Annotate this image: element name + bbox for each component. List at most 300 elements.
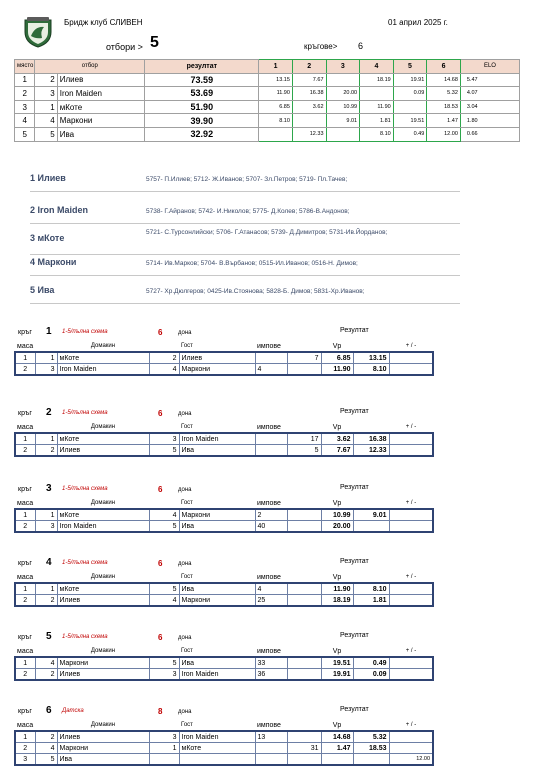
team-name: Iron Maiden <box>57 87 145 101</box>
home-vp: 3.62 <box>321 433 353 445</box>
guest-number: 4 <box>149 595 179 607</box>
table-number: 1 <box>15 731 35 743</box>
home-number: 2 <box>35 445 57 457</box>
home-vp: 1.47 <box>321 743 353 754</box>
home-team: мКоте <box>57 352 149 364</box>
standings-row <box>15 127 520 141</box>
round-word: кръг <box>18 560 32 567</box>
table-number: 2 <box>15 364 35 376</box>
col-round-3: 3 <box>326 60 360 74</box>
round-score: 20.00 <box>326 87 360 101</box>
result-label: Резултат <box>340 632 369 639</box>
col-table: маса <box>15 498 35 509</box>
elo-value: 3.04 <box>460 100 519 114</box>
round-score <box>259 127 293 141</box>
round-score: 12.33 <box>292 127 326 141</box>
guest-number: 2 <box>149 352 179 364</box>
col-round-1: 1 <box>259 60 293 74</box>
round-word: кръг <box>18 708 32 715</box>
home-vp: 7.67 <box>321 445 353 457</box>
round-number: 3 <box>46 483 52 494</box>
boards-count: 6 <box>158 409 163 418</box>
guest-team: Маркони <box>179 595 255 607</box>
round-table <box>14 720 434 766</box>
home-imps: 40 <box>255 521 287 533</box>
player-list-row <box>30 226 460 255</box>
guest-team <box>179 754 255 766</box>
player-team-name: 1 Илиев <box>30 173 66 183</box>
match-row <box>15 509 433 521</box>
round-score: 19.91 <box>393 73 427 87</box>
guest-team: мКоте <box>179 743 255 754</box>
round-number: 6 <box>46 705 52 716</box>
guest-number: 5 <box>149 657 179 669</box>
home-number: 3 <box>35 521 57 533</box>
guest-imps <box>287 509 321 521</box>
guest-number: 3 <box>149 731 179 743</box>
home-vp: 6.85 <box>321 352 353 364</box>
match-row <box>15 583 433 595</box>
table-number: 2 <box>15 595 35 607</box>
round-score: 11.90 <box>259 87 293 101</box>
team-name: Маркони <box>57 114 145 128</box>
boards-count: 6 <box>158 328 163 337</box>
round-number: 1 <box>46 326 52 337</box>
guest-vp: 8.10 <box>353 364 389 376</box>
round-table <box>14 341 434 376</box>
team-name: Ива <box>57 127 145 141</box>
round-score: 13.15 <box>259 73 293 87</box>
home-imps <box>255 743 287 754</box>
table-number: 3 <box>15 754 35 766</box>
table-number: 2 <box>15 521 35 533</box>
place: 4 <box>15 114 35 128</box>
result-label: Резултат <box>340 558 369 565</box>
round-score: 19.51 <box>393 114 427 128</box>
guest-vp: 1.81 <box>353 595 389 607</box>
player-team-name: 2 Iron Maiden <box>30 205 89 215</box>
round-table-header <box>15 646 433 657</box>
col-imps: импове <box>255 646 321 657</box>
standings-table <box>14 59 520 142</box>
round-score: 5.32 <box>427 87 461 101</box>
home-imps: 4 <box>255 364 287 376</box>
guest-team: Ива <box>179 521 255 533</box>
table-number: 1 <box>15 352 35 364</box>
col-vp: Vp <box>321 498 353 509</box>
plus-minus <box>389 657 433 669</box>
boards-word: дона <box>178 487 192 493</box>
match-row <box>15 754 433 766</box>
guest-vp: 0.09 <box>353 669 389 681</box>
player-team-name: 5 Ива <box>30 285 55 295</box>
guest-number: 4 <box>149 509 179 521</box>
home-number: 2 <box>35 595 57 607</box>
home-number: 1 <box>35 583 57 595</box>
plus-minus <box>389 352 433 364</box>
round-score: 18.19 <box>360 73 394 87</box>
col-round-6: 6 <box>427 60 461 74</box>
col-vp: Vp <box>321 572 353 583</box>
col-result: резултат <box>145 60 259 74</box>
round-mode: 1-5/пълна схема <box>62 560 108 566</box>
teams-label: отбори > <box>106 42 143 52</box>
plus-minus: 12.00 <box>389 754 433 766</box>
boards-word: дона <box>178 561 192 567</box>
match-row <box>15 657 433 669</box>
home-team: Iron Maiden <box>57 364 149 376</box>
home-vp: 11.90 <box>321 583 353 595</box>
table-number: 1 <box>15 583 35 595</box>
guest-vp: 12.33 <box>353 445 389 457</box>
round-score: 1.81 <box>360 114 394 128</box>
guest-vp: 8.10 <box>353 583 389 595</box>
home-team: Ива <box>57 754 149 766</box>
round-table-header <box>15 572 433 583</box>
home-imps: 33 <box>255 657 287 669</box>
team-number: 4 <box>35 114 57 128</box>
elo-value: 1.80 <box>460 114 519 128</box>
guest-imps <box>287 754 321 766</box>
round-score: 3.62 <box>292 100 326 114</box>
col-imps: импове <box>255 422 321 433</box>
match-row <box>15 364 433 376</box>
club-logo-icon <box>22 16 54 48</box>
boards-count: 6 <box>158 559 163 568</box>
home-imps: 36 <box>255 669 287 681</box>
guest-vp: 16.38 <box>353 433 389 445</box>
home-team: Маркони <box>57 657 149 669</box>
team-name: Илиев <box>57 73 145 87</box>
plus-minus <box>389 433 433 445</box>
match-row <box>15 352 433 364</box>
col-plusminus: + / - <box>389 646 433 657</box>
col-place: място <box>15 60 35 74</box>
col-vp: Vp <box>321 422 353 433</box>
table-number: 1 <box>15 433 35 445</box>
home-vp: 19.91 <box>321 669 353 681</box>
col-table: маса <box>15 720 35 731</box>
club-name: Бридж клуб СЛИВЕН <box>64 18 143 27</box>
plus-minus <box>389 521 433 533</box>
guest-number: 5 <box>149 445 179 457</box>
elo-value: 4.07 <box>460 87 519 101</box>
home-imps <box>255 433 287 445</box>
round-score: 9.01 <box>326 114 360 128</box>
home-number: 1 <box>35 433 57 445</box>
guest-imps: 5 <box>287 445 321 457</box>
guest-vp <box>353 754 389 766</box>
home-team: Илиев <box>57 445 149 457</box>
total-result: 32.92 <box>145 127 259 141</box>
plus-minus <box>389 731 433 743</box>
player-list-row <box>30 252 460 276</box>
guest-number: 1 <box>149 743 179 754</box>
guest-team: Ива <box>179 657 255 669</box>
round-header <box>18 327 438 341</box>
col-round-5: 5 <box>393 60 427 74</box>
total-result: 51.90 <box>145 100 259 114</box>
player-names: 5757- П.Илиев; 5712- Ж.Иванов; 5707- Зл.Петров; 5719- Пл.Тачев; <box>146 176 348 183</box>
col-home: Домакин <box>57 422 149 433</box>
home-number: 1 <box>35 509 57 521</box>
boards-count: 6 <box>158 485 163 494</box>
round-score: 8.10 <box>360 127 394 141</box>
col-guest: Гост <box>179 720 255 731</box>
round-header <box>18 632 438 646</box>
total-result: 53.69 <box>145 87 259 101</box>
round-mode: 1-5/пълна схема <box>62 486 108 492</box>
home-team: Маркони <box>57 743 149 754</box>
guest-imps: 17 <box>287 433 321 445</box>
guest-vp <box>353 521 389 533</box>
standings-row <box>15 100 520 114</box>
col-plusminus: + / - <box>389 498 433 509</box>
home-vp: 14.68 <box>321 731 353 743</box>
col-table: маса <box>15 572 35 583</box>
plus-minus <box>389 364 433 376</box>
plus-minus <box>389 445 433 457</box>
team-number: 2 <box>35 73 57 87</box>
player-names: 5727- Хр.Дюлгеров; 0425-Ив.Стоянова; 5828-Б. Димов; 5831-Хр.Иванов; <box>146 288 365 295</box>
round-word: кръг <box>18 486 32 493</box>
guest-imps <box>287 521 321 533</box>
col-home: Домакин <box>57 646 149 657</box>
col-guest: Гост <box>179 341 255 352</box>
guest-vp: 9.01 <box>353 509 389 521</box>
table-number: 2 <box>15 445 35 457</box>
col-vp: Vp <box>321 646 353 657</box>
home-number: 2 <box>35 731 57 743</box>
round-score: 11.90 <box>360 100 394 114</box>
round-score: 10.99 <box>326 100 360 114</box>
col-vp: Vp <box>321 720 353 731</box>
standings-row <box>15 114 520 128</box>
guest-imps <box>287 669 321 681</box>
team-number: 1 <box>35 100 57 114</box>
home-imps: 25 <box>255 595 287 607</box>
home-number: 1 <box>35 352 57 364</box>
home-team: Iron Maiden <box>57 521 149 533</box>
plus-minus <box>389 595 433 607</box>
round-number: 2 <box>46 407 52 418</box>
player-team-name: 3 мКоте <box>30 233 65 243</box>
round-score: 0.09 <box>393 87 427 101</box>
round-score <box>360 87 394 101</box>
home-imps <box>255 352 287 364</box>
guest-team: Ива <box>179 445 255 457</box>
team-number: 5 <box>35 127 57 141</box>
match-row <box>15 743 433 754</box>
guest-vp: 18.53 <box>353 743 389 754</box>
round-score: 12.00 <box>427 127 461 141</box>
round-table-header <box>15 720 433 731</box>
plus-minus <box>389 669 433 681</box>
col-guest: Гост <box>179 646 255 657</box>
guest-team: Маркони <box>179 364 255 376</box>
round-table <box>14 422 434 457</box>
rounds-label: кръгове> <box>304 42 338 51</box>
player-list-row <box>30 200 460 224</box>
round-score <box>393 100 427 114</box>
guest-number <box>149 754 179 766</box>
place: 3 <box>15 100 35 114</box>
col-round-2: 2 <box>292 60 326 74</box>
guest-team: Ива <box>179 583 255 595</box>
result-label: Резултат <box>340 706 369 713</box>
total-result: 73.59 <box>145 73 259 87</box>
home-vp <box>321 754 353 766</box>
col-home: Домакин <box>57 720 149 731</box>
col-table: маса <box>15 422 35 433</box>
home-team: мКоте <box>57 509 149 521</box>
home-imps <box>255 445 287 457</box>
standings-row <box>15 73 520 87</box>
plus-minus <box>389 583 433 595</box>
match-row <box>15 731 433 743</box>
table-number: 1 <box>15 657 35 669</box>
home-imps: 13 <box>255 731 287 743</box>
round-mode: 1-5/пълна схема <box>62 634 108 640</box>
rounds-count: 6 <box>358 41 364 51</box>
round-score: 14.68 <box>427 73 461 87</box>
round-score: 18.53 <box>427 100 461 114</box>
guest-vp: 13.15 <box>353 352 389 364</box>
elo-value: 0.66 <box>460 127 519 141</box>
player-list-row <box>30 168 460 192</box>
guest-vp: 0.49 <box>353 657 389 669</box>
player-names: 5714- Ив.Марков; 5704- В.Върбанов; 0515-Ил.Иванов; 0516-Н. Димов; <box>146 260 358 267</box>
guest-team: Iron Maiden <box>179 731 255 743</box>
col-table: маса <box>15 646 35 657</box>
guest-imps <box>287 364 321 376</box>
home-imps: 2 <box>255 509 287 521</box>
team-number: 3 <box>35 87 57 101</box>
round-mode: 1-5/пълна схема <box>62 410 108 416</box>
round-number: 4 <box>46 557 52 568</box>
guest-number: 3 <box>149 669 179 681</box>
round-header <box>18 408 438 422</box>
table-number: 2 <box>15 743 35 754</box>
col-home: Домакин <box>57 572 149 583</box>
boards-count: 8 <box>158 707 163 716</box>
guest-team: Маркони <box>179 509 255 521</box>
guest-imps <box>287 657 321 669</box>
col-imps: импове <box>255 572 321 583</box>
round-table <box>14 646 434 681</box>
boards-count: 6 <box>158 633 163 642</box>
round-score: 16.38 <box>292 87 326 101</box>
home-vp: 19.51 <box>321 657 353 669</box>
round-table-header <box>15 422 433 433</box>
round-header <box>18 558 438 572</box>
round-table <box>14 498 434 533</box>
result-label: Резултат <box>340 484 369 491</box>
guest-imps: 7 <box>287 352 321 364</box>
home-number: 4 <box>35 657 57 669</box>
match-row <box>15 595 433 607</box>
home-vp: 10.99 <box>321 509 353 521</box>
round-header <box>18 706 438 720</box>
team-name: мКоте <box>57 100 145 114</box>
elo-value: 5.47 <box>460 73 519 87</box>
round-word: кръг <box>18 329 32 336</box>
result-label: Резултат <box>340 327 369 334</box>
home-vp: 18.19 <box>321 595 353 607</box>
round-table-header <box>15 341 433 352</box>
round-header <box>18 484 438 498</box>
round-score <box>326 73 360 87</box>
col-team: отбор <box>35 60 145 74</box>
home-team: Илиев <box>57 669 149 681</box>
round-score: 0.49 <box>393 127 427 141</box>
boards-word: дона <box>178 411 192 417</box>
guest-team: Iron Maiden <box>179 669 255 681</box>
home-vp: 11.90 <box>321 364 353 376</box>
player-names: 5738- Г.Айранов; 5742- И.Николов; 5775- Д.Колев; 5786-В.Андонов; <box>146 208 350 215</box>
col-elo: ELO <box>460 60 519 74</box>
guest-imps <box>287 583 321 595</box>
col-table: маса <box>15 341 35 352</box>
plus-minus <box>389 743 433 754</box>
boards-word: дона <box>178 709 192 715</box>
col-guest: Гост <box>179 422 255 433</box>
round-table-header <box>15 498 433 509</box>
plus-minus <box>389 509 433 521</box>
guest-number: 4 <box>149 364 179 376</box>
result-label: Резултат <box>340 408 369 415</box>
col-plusminus: + / - <box>389 422 433 433</box>
home-number: 3 <box>35 364 57 376</box>
round-score: 7.67 <box>292 73 326 87</box>
home-team: Илиев <box>57 595 149 607</box>
home-number: 2 <box>35 669 57 681</box>
col-guest: Гост <box>179 498 255 509</box>
round-mode: Датска <box>62 708 84 714</box>
round-score: 8.10 <box>259 114 293 128</box>
col-imps: импове <box>255 341 321 352</box>
place: 2 <box>15 87 35 101</box>
player-list-row <box>30 280 460 304</box>
round-word: кръг <box>18 634 32 641</box>
col-guest: Гост <box>179 572 255 583</box>
guest-imps <box>287 731 321 743</box>
home-team: Илиев <box>57 731 149 743</box>
boards-word: дона <box>178 635 192 641</box>
home-imps <box>255 754 287 766</box>
guest-imps <box>287 595 321 607</box>
home-vp: 20.00 <box>321 521 353 533</box>
table-number: 2 <box>15 669 35 681</box>
col-home: Домакин <box>57 341 149 352</box>
round-score: 6.85 <box>259 100 293 114</box>
home-team: мКоте <box>57 433 149 445</box>
standings-row <box>15 87 520 101</box>
round-number: 5 <box>46 631 52 642</box>
guest-team: Iron Maiden <box>179 433 255 445</box>
player-names: 5721- С.Турсонлийски; 5706- Г.Атанасов; 5739- Д.Димитров; 5731-Ив.Йорданов; <box>146 229 388 236</box>
col-plusminus: + / - <box>389 341 433 352</box>
guest-imps: 31 <box>287 743 321 754</box>
guest-number: 5 <box>149 521 179 533</box>
home-imps: 4 <box>255 583 287 595</box>
col-imps: импове <box>255 720 321 731</box>
match-row <box>15 433 433 445</box>
round-score: 1.47 <box>427 114 461 128</box>
guest-number: 5 <box>149 583 179 595</box>
col-home: Домакин <box>57 498 149 509</box>
teams-count: 5 <box>150 34 159 51</box>
